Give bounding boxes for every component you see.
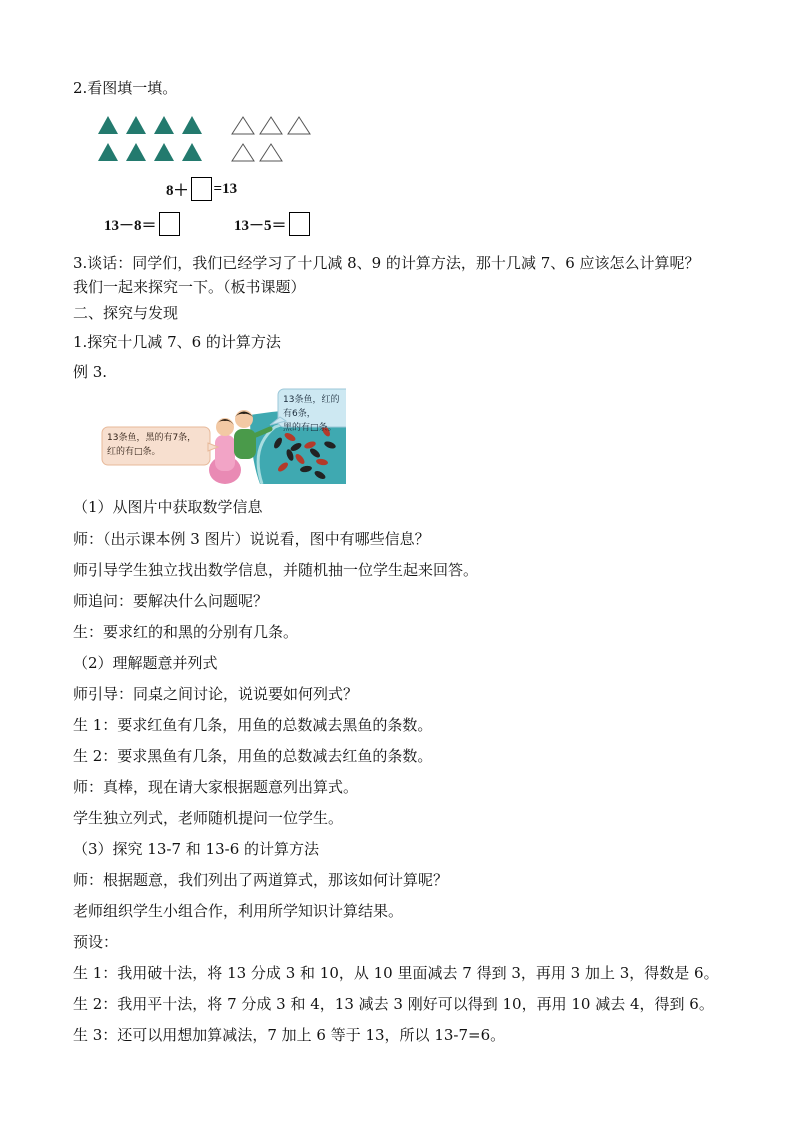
filled-triangle xyxy=(97,142,119,162)
paragraph-3: 师引导学生独立找出数学信息，并随机抽一位学生起来回答。 xyxy=(73,561,479,579)
paragraph-2: 师：（出示课本例 3 图片）说说看，图中有哪些信息？ xyxy=(73,530,430,548)
item-2-heading: 2.看图填一填。 xyxy=(73,79,178,97)
filled-triangle xyxy=(125,115,147,135)
bubble-right-line-1: 13条鱼，红的有6条， xyxy=(283,395,340,419)
filled-triangle xyxy=(153,115,175,135)
talk-line-1: 3.谈话：同学们，我们已经学习了十几减 8、9 的计算方法，那十几减 7、6 应该怎么计算呢？ xyxy=(73,254,700,272)
paragraph-6: （2）理解题意并列式 xyxy=(73,654,218,672)
outline-triangle xyxy=(231,115,255,135)
equation-13-minus-5 xyxy=(234,212,312,236)
paragraph-11: 学生独立列式，老师随机提问一位学生。 xyxy=(73,809,344,827)
equation-left: 8＋ xyxy=(166,182,189,199)
section-heading-2: 二、探究与发现 xyxy=(73,304,179,322)
bubble-right-line-2: 黑的有□条。 xyxy=(283,423,337,433)
outline-triangle xyxy=(287,115,311,135)
filled-triangle xyxy=(153,142,175,162)
bubble-left-line-2: 红的有□条。 xyxy=(107,447,161,457)
subsection-heading-1: 1.探究十几减 7、6 的计算方法 xyxy=(73,333,281,351)
filled-triangles-row-1 xyxy=(97,115,203,135)
example-3-illustration xyxy=(100,387,346,484)
paragraph-10: 师：真棒，现在请大家根据题意列出算式。 xyxy=(73,778,359,796)
filled-triangles-row-2 xyxy=(97,142,203,162)
paragraph-13: 师：根据题意，我们列出了两道算式，那该如何计算呢？ xyxy=(73,871,449,889)
outline-triangles-row-2 xyxy=(231,142,283,162)
paragraph-18: 生 3：还可以用想加算减法，7 加上 6 等于 13，所以 13-7=6。 xyxy=(73,1026,506,1044)
equation-13-minus-8 xyxy=(104,212,182,236)
outline-triangle xyxy=(259,142,283,162)
answer-box[interactable] xyxy=(289,212,310,236)
example-label: 例 3. xyxy=(73,363,108,381)
paragraph-14: 老师组织学生小组合作，利用所学知识计算结果。 xyxy=(73,902,404,920)
talk-line-2: 我们一起来探究一下。（板书课题） xyxy=(73,278,306,296)
outline-triangle xyxy=(259,115,283,135)
answer-box[interactable] xyxy=(191,177,212,201)
paragraph-16: 生 1：我用破十法，将 13 分成 3 和 10，从 10 里面减去 7 得到 3，再用 3 加上 3，得数是 6。 xyxy=(73,964,719,982)
paragraph-12: （3）探究 13-7 和 13-6 的计算方法 xyxy=(73,840,320,858)
filled-triangle xyxy=(181,142,203,162)
equation-right: =13 xyxy=(213,180,238,197)
filled-triangle xyxy=(125,142,147,162)
paragraph-9: 生 2：要求黑鱼有几条，用鱼的总数减去红鱼的条数。 xyxy=(73,747,433,765)
equation-8-plus xyxy=(166,177,237,201)
filled-triangle xyxy=(97,115,119,135)
equation-left: 13－5＝ xyxy=(234,217,287,234)
paragraph-8: 生 1：要求红鱼有几条，用鱼的总数减去黑鱼的条数。 xyxy=(73,716,433,734)
paragraph-17: 生 2：我用平十法，将 7 分成 3 和 4，13 减去 3 刚好可以得到 10，再用 10 减去 4，得到 6。 xyxy=(73,995,714,1013)
equation-left: 13－8＝ xyxy=(104,217,157,234)
outline-triangle xyxy=(231,142,255,162)
answer-box[interactable] xyxy=(159,212,180,236)
filled-triangle xyxy=(181,115,203,135)
paragraph-7: 师引导：同桌之间讨论，说说要如何列式？ xyxy=(73,685,359,703)
paragraph-15: 预设： xyxy=(73,933,119,951)
paragraph-1: （1）从图片中获取数学信息 xyxy=(73,498,263,516)
paragraph-4: 师追问：要解决什么问题呢？ xyxy=(73,592,269,610)
outline-triangles-row-1 xyxy=(231,115,311,135)
paragraph-5: 生：要求红的和黑的分别有几条。 xyxy=(73,623,299,641)
bubble-left-line-1: 13条鱼，黑的有7条， xyxy=(107,433,197,443)
